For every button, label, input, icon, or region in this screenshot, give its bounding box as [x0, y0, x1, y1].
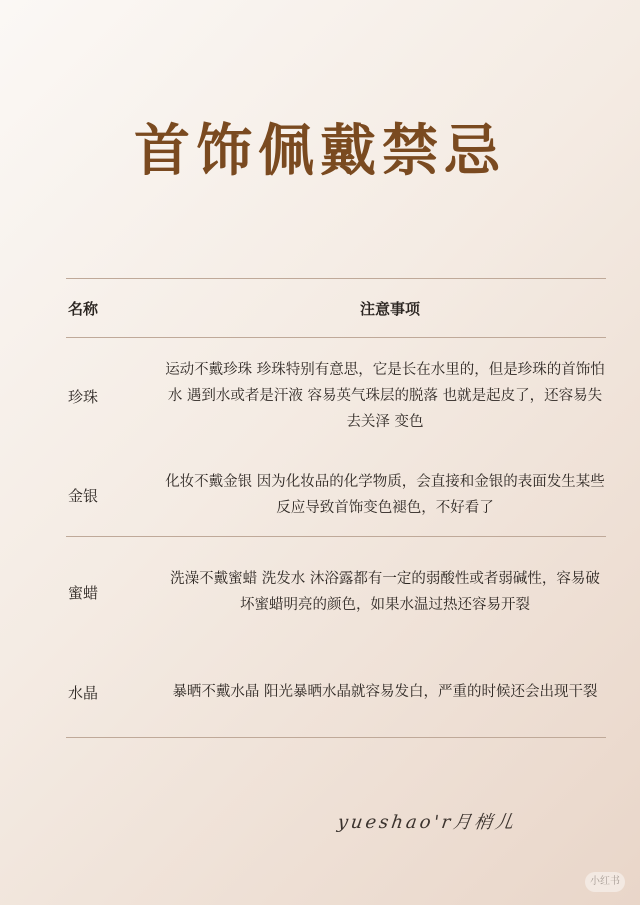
row-description: 暴晒不戴水晶 阳光暴晒水晶就容易发白，严重的时候还会出现干裂	[172, 684, 598, 700]
table-row	[66, 537, 606, 647]
header-name: 名称	[68, 299, 99, 318]
page-title: 首饰佩戴禁忌	[134, 119, 506, 184]
row-name: 水晶	[68, 683, 99, 702]
header-notes: 注意事项	[359, 299, 420, 318]
table-row	[66, 454, 606, 536]
table-row	[66, 647, 606, 737]
row-description: 运动不戴珍珠 珍珠特别有意思，它是长在水里的，但是珍珠的首饰怕水 遇到水或者是汗液 容易英气珠层的脱落 也就是起皮了，还容易失去关泽 变色	[165, 362, 605, 430]
table-header	[66, 279, 606, 337]
signature: yueshao'r月梢儿	[336, 812, 518, 833]
row-name: 珍珠	[68, 387, 99, 406]
row-description: 洗澡不戴蜜蜡 洗发水 沐浴露都有一定的弱酸性或者弱碱性，容易破坏蜜蜡明亮的颜色，如果水温过热还容易开裂	[170, 571, 600, 613]
row-name: 蜜蜡	[68, 583, 99, 602]
table-bottom-rule	[66, 737, 606, 738]
row-name: 金银	[68, 486, 99, 505]
precautions-table	[66, 278, 606, 738]
row-description: 化妆不戴金银 因为化妆品的化学物质，会直接和金银的表面发生某些反应导致首饰变色褪色，不好看了	[165, 474, 605, 516]
table-row	[66, 338, 606, 454]
watermark: 小红书	[585, 872, 625, 892]
